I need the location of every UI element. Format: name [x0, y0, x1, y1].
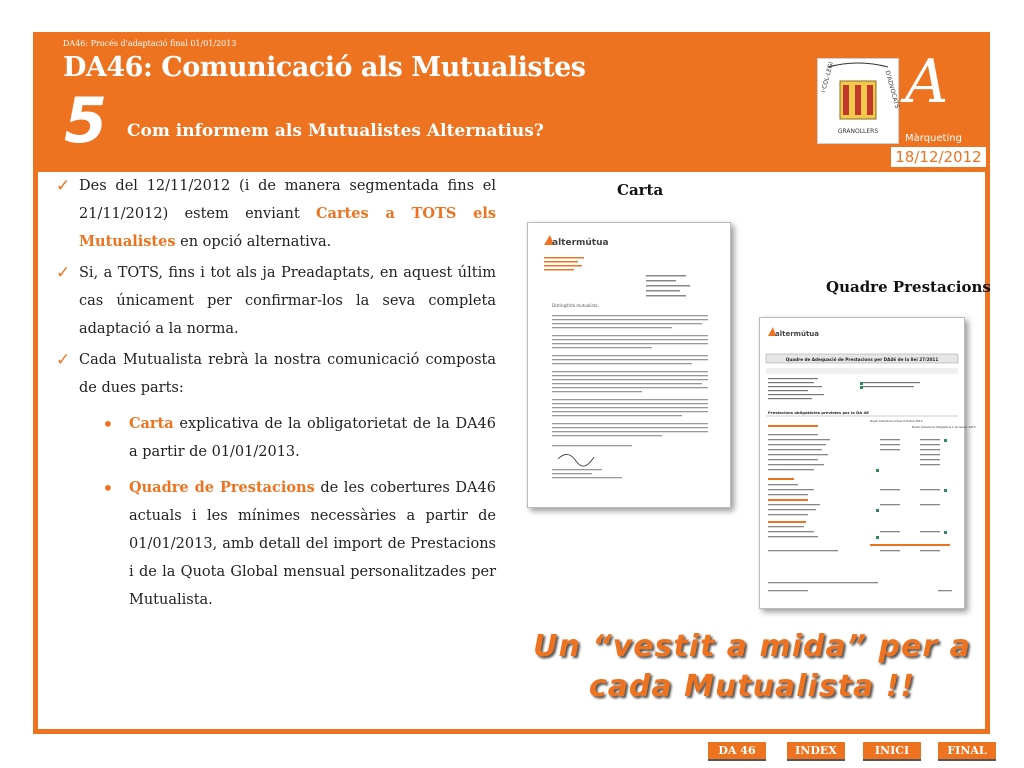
check-icon: ✓	[56, 263, 71, 283]
quadre-col-oblig: Nivell Cobertura Obligatòria 1 de Gener 2013	[912, 425, 976, 429]
logo-text-right: D'ADVOCATS	[883, 69, 901, 110]
letter-greeting: Distingit/da mutualista,	[552, 303, 599, 308]
slogan-line-2: cada Mutualista !!	[588, 669, 916, 704]
nav-inici-button[interactable]: INICI	[863, 742, 921, 761]
date-badge: 18/12/2012	[891, 147, 986, 167]
college-logo	[817, 58, 899, 144]
quadre-title: Quadre de Adequació de Prestacions per DA46 de la llei 27/2011	[785, 357, 939, 362]
bullet-dot-icon: •	[102, 476, 114, 500]
bullet-dot-icon: •	[102, 412, 114, 436]
check-icon: ✓	[56, 350, 71, 370]
logo-text-bottom: GRANOLLERS	[837, 128, 879, 135]
quadre-label: Quadre Prestacions	[826, 278, 991, 296]
nav-final-button[interactable]: FINAL	[938, 742, 996, 761]
nav-da46-button[interactable]: DA 46	[708, 742, 766, 761]
nav-index-button[interactable]: INDEX	[787, 742, 845, 761]
quadre-brand: altermútua	[775, 330, 819, 338]
letter-preview	[527, 222, 731, 508]
letter-brand: altermútua	[552, 238, 609, 248]
sub-bullet-text: explicativa de la obligatorietat de la DA46 a partir de 01/01/2013.	[129, 416, 496, 460]
sub-bullet-text: de les cobertures DA46 actuals i les mínimes necessàries a partir de 01/01/2013, amb detall del import de Prestacions i de la Quota Global mensual personalitzades per Mutualista.	[129, 480, 496, 608]
quadre-preview	[759, 317, 976, 609]
brand-word: Màrqueting	[905, 133, 962, 144]
section-number: 5	[64, 84, 108, 157]
check-icon: ✓	[56, 176, 71, 196]
slogan	[512, 627, 992, 707]
bullet-item	[56, 172, 496, 256]
bullet-text: Si, a TOTS, fins i tot als ja Preadaptats, en aquest últim cas únicament per confirmar-los la seva completa adaptació a la norma.	[79, 265, 496, 337]
bullet-text: Des del 12/11/2012 (i de manera segmentada fins el 21/11/2012) estem enviant	[79, 178, 496, 222]
quadre-col-actual: Nivell Cobertura Actual Octubre 2012	[870, 419, 923, 423]
page-subtitle: Com informem als Mutualistes Alternatius?	[127, 121, 544, 141]
logo-text-left: I·COL·LEGI	[820, 61, 836, 94]
sub-bullet-item	[56, 410, 496, 466]
sub-bullet-highlight: Carta	[129, 415, 174, 432]
page-title: DA46: Comunicació als Mutualistes	[63, 52, 586, 83]
main-content	[56, 172, 496, 622]
bullet-item	[56, 259, 496, 343]
bullet-text: en opció alternativa.	[175, 234, 332, 250]
bullet-text: Cada Mutualista rebrà la nostra comunicació composta de dues parts:	[79, 352, 496, 396]
sub-bullet-highlight: Quadre de Prestacions	[129, 479, 315, 496]
bullet-highlight: Cartes a TOTS els Mutualistes	[79, 205, 497, 250]
slogan-line-1: Un “vestit a mida” per a	[533, 629, 971, 664]
quadre-section: Prestacions obligatòries previstes per la DA 46	[768, 410, 869, 415]
brand-letter: A	[905, 47, 949, 117]
carta-label: Carta	[617, 181, 664, 199]
sub-bullet-item	[56, 474, 496, 614]
bullet-item	[56, 346, 496, 402]
breadcrumb: DA46: Procés d'adaptació final 01/01/2013	[63, 39, 237, 48]
